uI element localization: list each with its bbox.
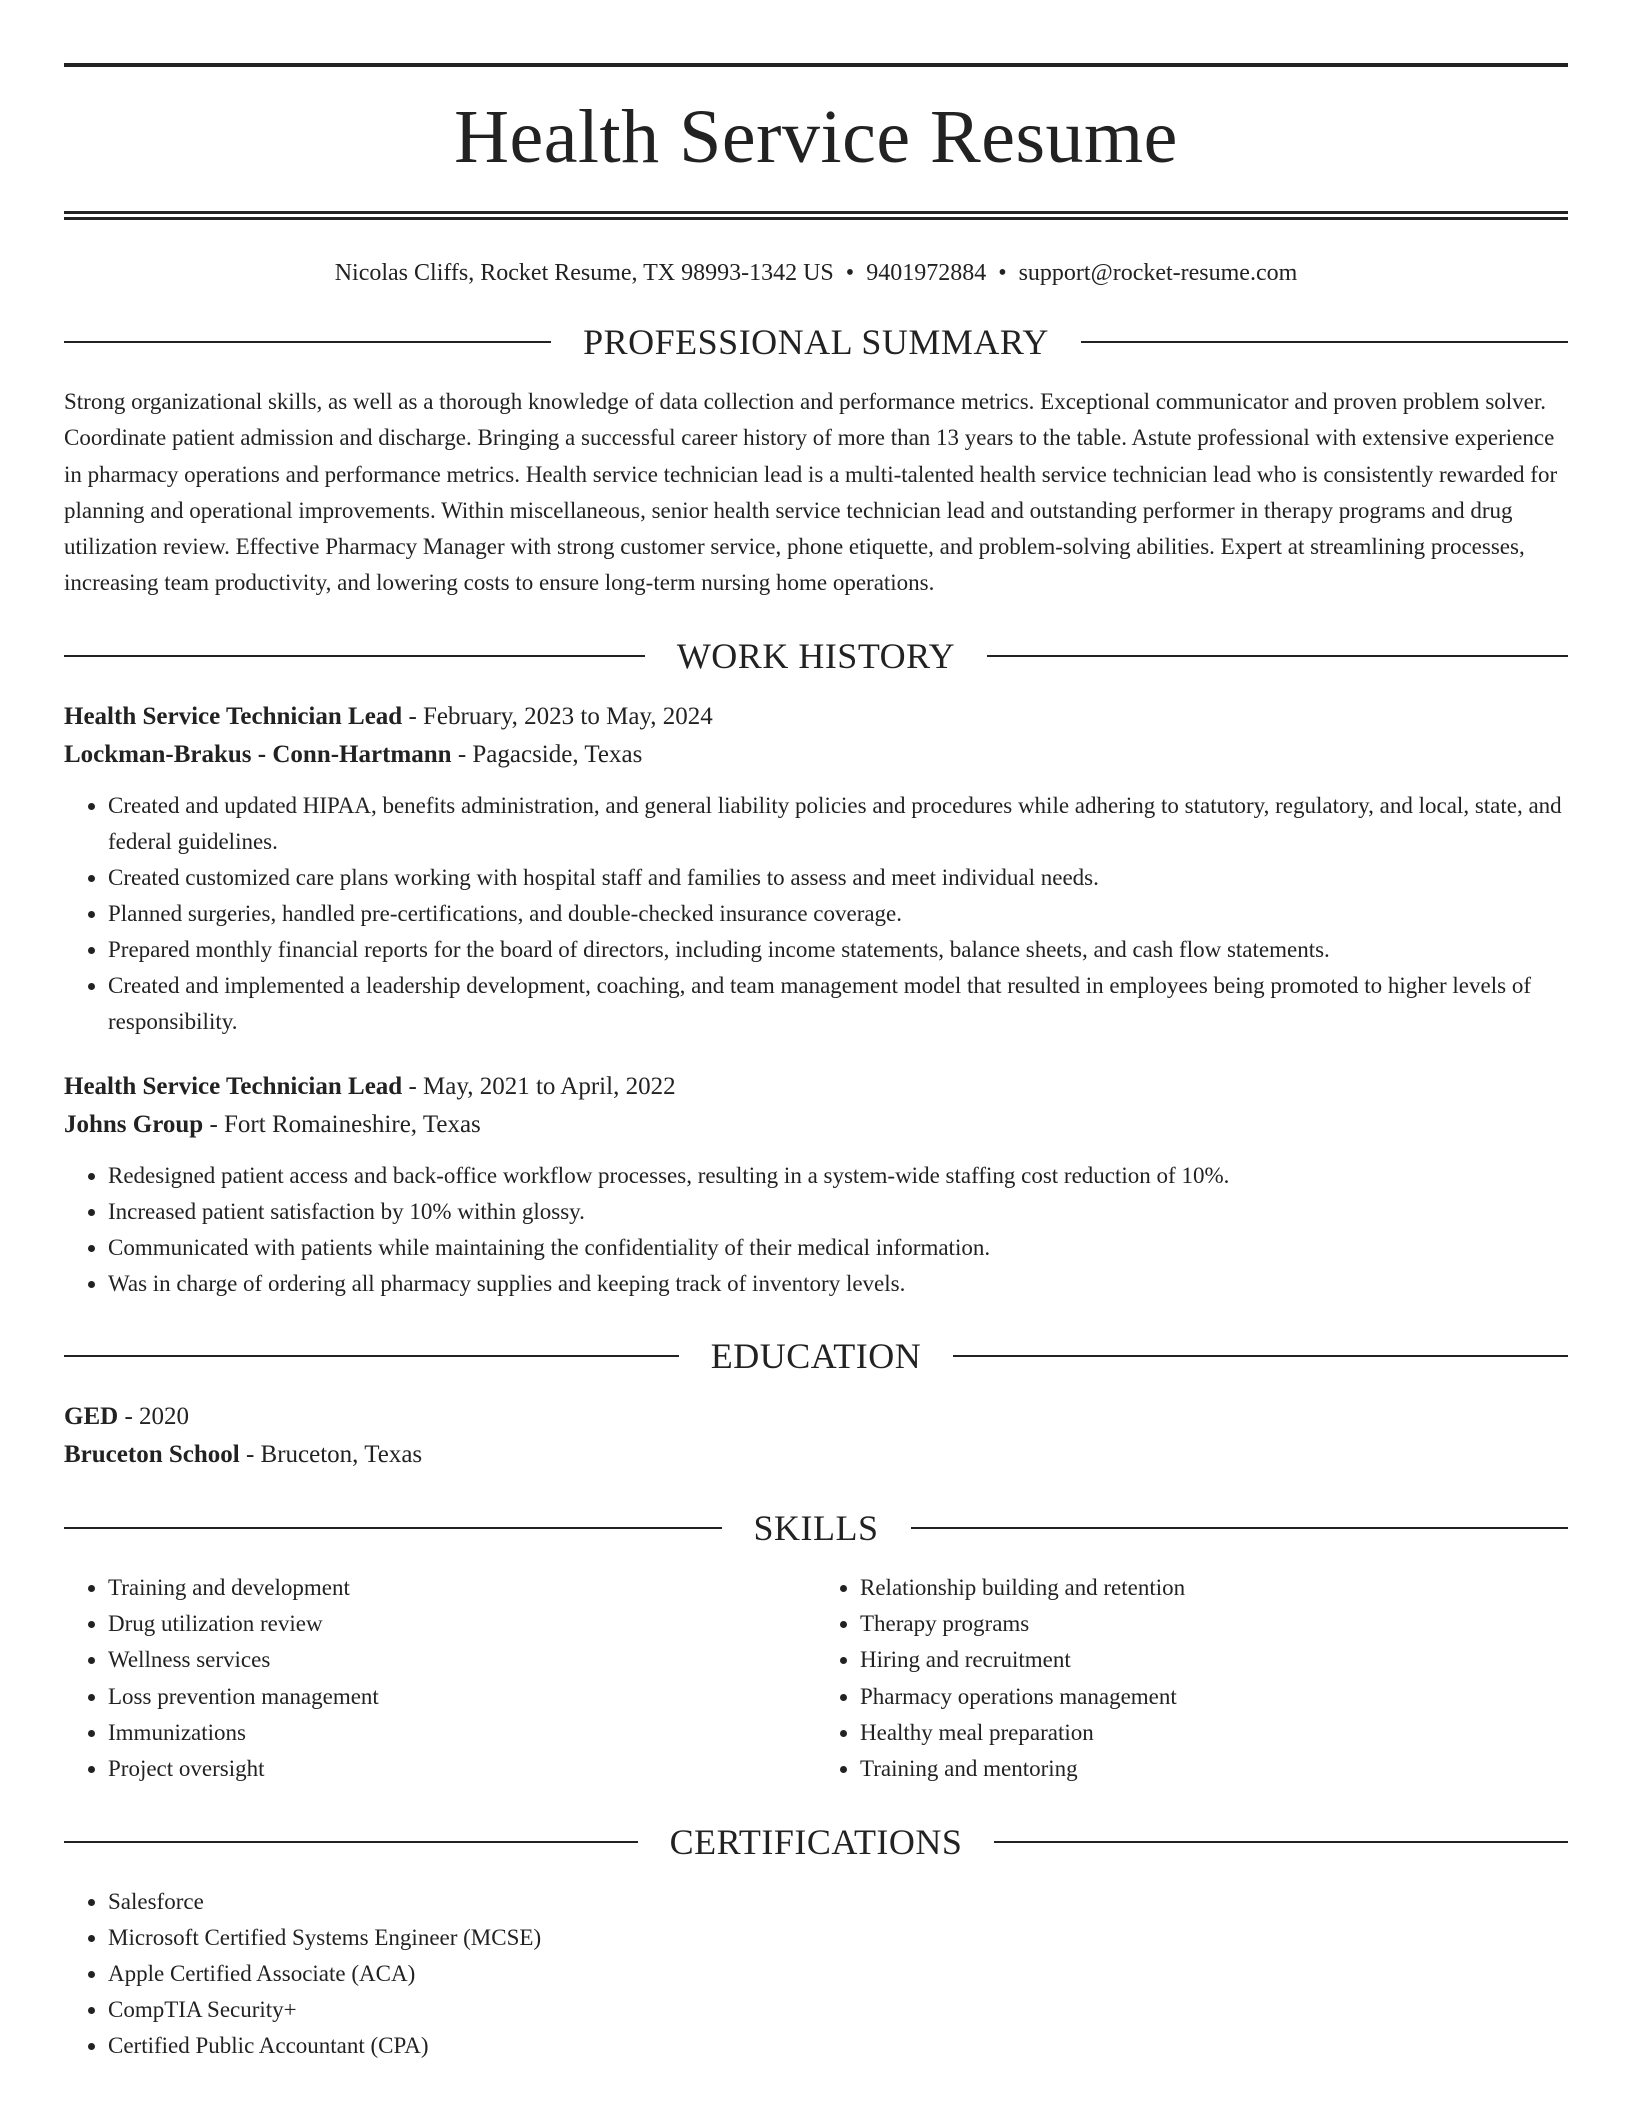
job-title: Health Service Technician Lead bbox=[64, 702, 403, 730]
certification-item: • CompTIA Security+ bbox=[108, 1992, 1568, 2028]
education-degree: GED bbox=[64, 1402, 119, 1430]
education-school: Bruceton School bbox=[64, 1440, 240, 1468]
job-bullets bbox=[64, 788, 1568, 1040]
contact-address: Nicolas Cliffs, Rocket Resume, TX 98993-1342 US bbox=[334, 260, 834, 286]
skills-list-right bbox=[816, 1570, 1568, 1788]
list-item: • Planned surgeries, handled pre-certifications, and double-checked insurance coverage. bbox=[108, 896, 1568, 932]
section-rule bbox=[64, 1355, 679, 1357]
contact-phone: 9401972884 bbox=[866, 260, 987, 286]
education-entry bbox=[64, 1398, 1568, 1474]
job-entry bbox=[64, 1068, 1568, 1302]
job-company-line bbox=[64, 1106, 1568, 1144]
certifications-block bbox=[64, 1884, 1568, 2064]
skill-item: • Drug utilization review bbox=[108, 1606, 816, 1642]
certification-item: • Microsoft Certified Systems Engineer (MCSE) bbox=[108, 1920, 1568, 1956]
section-rule bbox=[953, 1355, 1568, 1357]
job-title: Health Service Technician Lead bbox=[64, 1072, 403, 1100]
section-header-summary bbox=[64, 322, 1568, 362]
section-rule bbox=[64, 1841, 638, 1843]
skill-item: • Training and mentoring bbox=[860, 1751, 1568, 1787]
contact-email: support@rocket-resume.com bbox=[1018, 260, 1298, 286]
job-dates: - May, 2021 to April, 2022 bbox=[402, 1072, 676, 1100]
section-header-education bbox=[64, 1336, 1568, 1376]
job-entry bbox=[64, 698, 1568, 1040]
section-title: SKILLS bbox=[753, 1507, 879, 1548]
job-title-line bbox=[64, 1068, 1568, 1106]
skill-item: • Training and development bbox=[108, 1570, 816, 1606]
section-header-skills bbox=[64, 1508, 1568, 1548]
skills-columns bbox=[64, 1570, 1568, 1788]
skills-list-left bbox=[64, 1570, 816, 1788]
certification-item: • Apple Certified Associate (ACA) bbox=[108, 1956, 1568, 1992]
skill-item: • Pharmacy operations management bbox=[860, 1679, 1568, 1715]
list-item: • Created and implemented a leadership development, coaching, and team management model that resulted in employees being promoted to higher levels of responsibility. bbox=[108, 968, 1568, 1040]
section-rule bbox=[911, 1527, 1569, 1529]
section-rule bbox=[64, 341, 551, 343]
education-location: - Bruceton, Texas bbox=[239, 1440, 423, 1468]
skill-item: • Immunizations bbox=[108, 1715, 816, 1751]
list-item: • Increased patient satisfaction by 10% within glossy. bbox=[108, 1194, 1568, 1230]
contact-separator: • bbox=[845, 260, 855, 286]
resume-title: Health Service Resume bbox=[454, 95, 1178, 179]
job-location: - Fort Romaineshire, Texas bbox=[203, 1110, 481, 1138]
section-rule bbox=[987, 655, 1568, 657]
job-company-line bbox=[64, 736, 1568, 774]
job-bullets bbox=[64, 1158, 1568, 1302]
skill-item: • Healthy meal preparation bbox=[860, 1715, 1568, 1751]
job-company: Johns Group bbox=[64, 1110, 204, 1138]
section-rule bbox=[64, 1527, 722, 1529]
list-item: • Created and updated HIPAA, benefits administration, and general liability policies and procedures while adhering to statutory, regulatory, and local, state, and federal guidelines. bbox=[108, 788, 1568, 860]
summary-paragraph: Strong organizational skills, as well as a thorough knowledge of data collection and performance metrics. Exceptional communicator and proven problem solver. Coordinate patient admission and discharge. Bringing a successful career history of more than 13 years to the table. Astute professional with extensive experience in pharmacy operations and performance metrics. Health service technician lead is a multi-talented health service technician lead who is consistently rewarded for planning and operational improvements. Within miscellaneous, senior health service technician lead and outstanding performer in therapy programs and drug utilization review. Effective Pharmacy Manager with strong customer service, phone etiquette, and problem-solving abilities. Expert at streamlining processes, increasing team productivity, and lowering costs to ensure long-term nursing home operations. bbox=[64, 389, 1558, 596]
section-header-work bbox=[64, 636, 1568, 676]
skill-item: • Hiring and recruitment bbox=[860, 1642, 1568, 1678]
job-location: - Pagacside, Texas bbox=[451, 740, 643, 768]
section-rule bbox=[1081, 341, 1568, 343]
section-header-certifications bbox=[64, 1822, 1568, 1862]
contact-separator: • bbox=[998, 260, 1007, 286]
section-title: WORK HISTORY bbox=[676, 635, 956, 676]
section-title: CERTIFICATIONS bbox=[669, 1821, 963, 1862]
job-company: Lockman-Brakus - Conn-Hartmann bbox=[64, 740, 452, 768]
job-dates: - February, 2023 to May, 2024 bbox=[402, 702, 713, 730]
skill-item: • Project oversight bbox=[108, 1751, 816, 1787]
section-title: PROFESSIONAL SUMMARY bbox=[583, 322, 1049, 362]
skill-item: • Loss prevention management bbox=[108, 1679, 816, 1715]
skill-item: • Relationship building and retention bbox=[860, 1570, 1568, 1606]
list-item: • Prepared monthly financial reports for the board of directors, including income statements, balance sheets, and cash flow statements. bbox=[108, 932, 1568, 968]
education-year: - 2020 bbox=[118, 1402, 190, 1430]
job-title-line bbox=[64, 698, 1568, 736]
list-item: • Created customized care plans working with hospital staff and families to assess and meet individual needs. bbox=[108, 860, 1568, 896]
skill-item: • Wellness services bbox=[108, 1642, 816, 1678]
education-degree-line bbox=[64, 1398, 1568, 1436]
resume-content bbox=[64, 0, 1568, 2064]
certification-item: • Salesforce bbox=[108, 1884, 1568, 1920]
contact-line bbox=[64, 258, 1568, 288]
section-rule bbox=[994, 1841, 1568, 1843]
list-item: • Was in charge of ordering all pharmacy supplies and keeping track of inventory levels. bbox=[108, 1266, 1568, 1302]
section-title: EDUCATION bbox=[710, 1335, 922, 1376]
certifications-list bbox=[64, 1884, 1568, 2064]
skill-item: • Therapy programs bbox=[860, 1606, 1568, 1642]
certification-item: • Certified Public Accountant (CPA) bbox=[108, 2028, 1568, 2064]
list-item: • Communicated with patients while maintaining the confidentiality of their medical information. bbox=[108, 1230, 1568, 1266]
title-double-rule bbox=[64, 211, 1568, 220]
section-rule bbox=[64, 655, 645, 657]
list-item: • Redesigned patient access and back-office workflow processes, resulting in a system-wide staffing cost reduction of 10%. bbox=[108, 1158, 1568, 1194]
education-school-line bbox=[64, 1436, 1568, 1474]
